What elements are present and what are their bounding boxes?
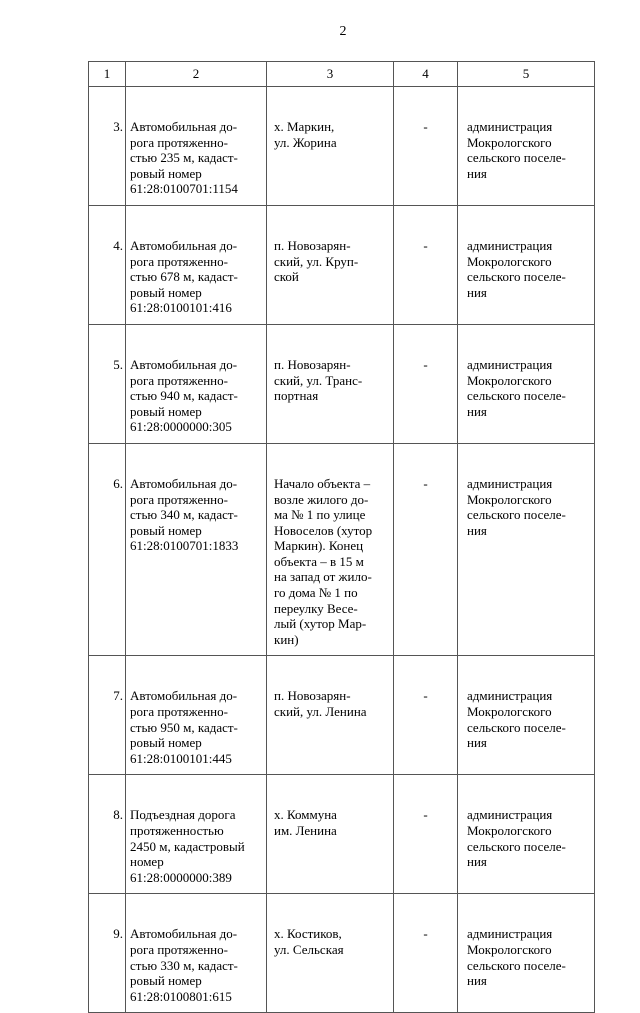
table-row bbox=[89, 324, 595, 443]
row-number: 4. bbox=[89, 205, 126, 324]
header-row bbox=[89, 62, 595, 87]
header-col-1: 1 bbox=[89, 62, 126, 87]
row-number: 8. bbox=[89, 775, 126, 894]
road-owner: администрация Мокрологского сельского поселе- ния bbox=[467, 926, 566, 989]
row-number: 5. bbox=[89, 324, 126, 443]
column-4-value: - bbox=[394, 324, 458, 443]
table-row bbox=[89, 656, 595, 775]
column-4-value: - bbox=[394, 656, 458, 775]
row-number: 7. bbox=[89, 656, 126, 775]
road-owner: администрация Мокрологского сельского поселе- ния bbox=[467, 807, 566, 870]
column-4-value: - bbox=[394, 894, 458, 1013]
road-owner: администрация Мокрологского сельского поселе- ния bbox=[467, 119, 566, 181]
road-location: х. Костиков, ул. Сельская bbox=[274, 926, 344, 957]
road-location: п. Новозарян- ский, ул. Транс- портная bbox=[274, 356, 363, 404]
header-col-2: 2 bbox=[126, 62, 267, 87]
road-location: п. Новозарян- ский, ул. Круп- ской bbox=[274, 237, 359, 285]
road-registry-table bbox=[88, 61, 595, 1013]
row-number: 6. bbox=[89, 443, 126, 656]
table-row bbox=[89, 87, 595, 206]
row-number: 3. bbox=[89, 87, 126, 206]
table-row bbox=[89, 443, 595, 656]
table-row bbox=[89, 775, 595, 894]
road-description: Автомобильная до- рога протяженно- стью 678 м, кадаст- ровый номер 61:28:0100101:416 bbox=[130, 237, 238, 316]
page-number: 2 bbox=[339, 24, 347, 39]
road-owner: администрация Мокрологского сельского поселе- ния bbox=[467, 475, 566, 538]
row-number: 9. bbox=[89, 894, 126, 1013]
road-owner: администрация Мокрологского сельского поселе- ния bbox=[467, 356, 566, 419]
road-location: х. Коммуна им. Ленина bbox=[274, 807, 337, 838]
header-col-5: 5 bbox=[458, 62, 595, 87]
road-description: Подъездная дорога протяженностью 2450 м, кадастровый номер 61:28:0000000:389 bbox=[130, 807, 245, 885]
road-location: п. Новозарян- ский, ул. Ленина bbox=[274, 688, 367, 720]
road-description: Автомобильная до- рога протяженно- стью 340 м, кадаст- ровый номер 61:28:0100701:1833 bbox=[130, 475, 239, 554]
column-4-value: - bbox=[394, 87, 458, 206]
road-description: Автомобильная до- рога протяженно- стью 235 м, кадаст- ровый номер 61:28:0100701:1154 bbox=[130, 119, 238, 197]
header-col-4: 4 bbox=[394, 62, 458, 87]
table-row bbox=[89, 205, 595, 324]
road-owner: администрация Мокрологского сельского поселе- ния bbox=[467, 688, 566, 751]
column-4-value: - bbox=[394, 443, 458, 656]
road-description: Автомобильная до- рога протяженно- стью 950 м, кадаст- ровый номер 61:28:0100101:445 bbox=[130, 688, 238, 766]
column-4-value: - bbox=[394, 775, 458, 894]
road-description: Автомобильная до- рога протяженно- стью 940 м, кадаст- ровый номер 61:28:0000000:305 bbox=[130, 356, 238, 435]
road-location: х. Маркин, ул. Жорина bbox=[274, 119, 337, 150]
road-owner: администрация Мокрологского сельского поселе- ния bbox=[467, 237, 566, 300]
column-4-value: - bbox=[394, 205, 458, 324]
table-row bbox=[89, 894, 595, 1013]
header-col-3: 3 bbox=[267, 62, 394, 87]
road-location: Начало объекта – возле жилого до- ма № 1 по улице Новоселов (хутор Маркин). Конец объекта – в 15 м на запад от жило- го дома № 1 по переулку Весе- лый (хутор Мар- кин) bbox=[274, 475, 373, 647]
road-description: Автомобильная до- рога протяженно- стью 330 м, кадаст- ровый номер 61:28:0100801:615 bbox=[130, 926, 238, 1004]
